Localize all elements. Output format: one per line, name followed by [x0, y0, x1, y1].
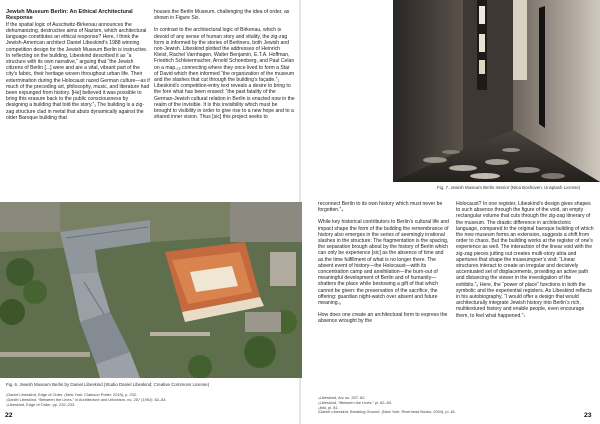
body-paragraph: In contrast to the architectural logic of Birkenau, which is devoid of any sense of human story and vitality, the zig-zag form is informed by the stories of Berliners, both Jewish and non-Jewish. Libeskind plotted the addresses of Heinrich Kleist, Rachel Varnhagen, Walter Benjamin, E.T.A. Hoffman, Friedrich Schleiermacher, Arnold Schoenberg, and Paul Celan on a map,₂₅ connecting where they once lived to form a Star of David which then informed “the organization of the museum and the slashes that cut through the building’s façade.”₂ Libeskind’s competition-entry text reveals a desire to bring to the fore what has been erased: “the past fatality of the German-Jewish cultural relation in Berlin is enacted now in the realm of the invisible. It is this invisibility which must be brought to visibility in order to give rise to a new hope and to a shared inner vision. Thus [sic] this project seeks to — [154, 27, 295, 121]
figure-7-caption: Fig. 7. Jewish Museum Berlin Interior (Nina Boshoven, Unsplash License) — [437, 185, 581, 190]
page-number-right: 23 — [584, 412, 592, 419]
body-paragraph: houses the Berlin Museum, challenging the idea of order, as shown in Figure Six. — [154, 9, 290, 22]
left-page-column-1 — [6, 9, 150, 195]
left-page-column-2 — [154, 9, 295, 195]
body-paragraph: While key historical contributors to Berlin’s cultural life and impact shape the form of the building the remembrance of history also emerges in the series of seemingly irrational slashes in the structure: The fragmentation is the spacing, the separation brough about by the history of Berlin which can only be experience [sic] as the absence of time and as the time fulfillment of what is no longer there. The absent event of history—the Holocaust—with its concentration camp and annihilation—the burn-out of meaningful development of Berlin and of humanity—shatters the place while bestowing a gift of that which cannot be given: the preservation of the sacrifice, the offering: guardian night-watch over absent and future meaning.₅ — [318, 219, 449, 307]
footnote: ₇Daniel Libeskind, Breaking Ground. (New York: Riverhead Books, 2004), pl. 81. — [318, 409, 457, 415]
footnote: ₃Libeskind, Edge of Order. pp. 232–233. — [6, 401, 76, 407]
page-number-left: 22 — [5, 412, 13, 419]
footnote: ₅Libeskind, “Between the Lines,” pl. 82–83. — [318, 399, 393, 405]
body-paragraph: reconnect Berlin to its own history which must never be forgotten.”₄ — [318, 201, 443, 214]
right-page-column-2 — [456, 201, 594, 386]
footnote: ₁Daniel Libeskind, Edge of Order. (New York: Clarkson Potter, 2018), p. 232. — [6, 392, 138, 397]
body-paragraph: How does one create an architectural form to express the absence wrought by the — [318, 312, 448, 325]
figure-6-caption: Fig. 6. Jewish Museum Berlin by Daniel Libeskind (Studio Daniel Libeskind; Creative Commons License) — [6, 382, 210, 387]
body-paragraph: Holocaust? In one register, Libeskind’s design gives shapes to such absence through the figure of the void, an empty rectangular volume that cuts through the zig-zag itinerary of the museum. The drastic difference in architectonic language, compared to the original baroque building of which the new museum forms an extension, suggests a shift from order to chaos. But the building works at the register of one’s experience as well. The interaction of the linear void with the zig-zag pieces jutting out creates multi-story atria and apertures that shape the museumgoer’s visit: “Linear structures interact to create an irregular and decisively accentuated set of displacements, providing an active path and distancing the viewer in the investigation of the exhibits.”₆ Here, the “power of place” functions in both the symbolic and the experiential registers. As Libeskind reflects in his autobiography, “I would offer a design that would architecturally integrate Jewish history into Berlin’s rich, multitextured history and enable people, even encourage them, to feel what happened.”₇ — [456, 201, 594, 319]
footnote: ₆Ibid, pl. 81. — [318, 404, 339, 410]
body-paragraph: If the spatial logic of Auschwitz-Birkenau announces the dehumanizing, destructive aims of Nazism, which architectural language constitutes an ethical response? Here, I think the Jewish-American architect Daniel Libeskind’s 1988 winning competition design for the Jewish Museum Berlin is instructive. In reflecting on the building, Libeskind described it as “a structure with its own narrative,” arguing that “the Jewish citizens of Berlin [...] were and are a vital, vibrant part of the city’s fabric, their heritage woven throughout urban life. Their extermination during the Holocaust razed German culture—as if much of the preceding art, philosophy, music, and literature had been expunged from history. [He] believed it was possible to bring this erasure back to the public consciousness by designing a building that told the story.”₁ The building is a zig-zag structure clad in metal that abuts dynamically against the older Baroque building that — [6, 21, 150, 121]
figure-7-interior-photo — [393, 0, 600, 182]
footnote: ₂Daniel Libeskind, “Between the Lines,” in Architecture and Urbanism, no. 257 (1992): 82–83. — [6, 396, 167, 402]
footnote: ₄Libeskind, Arc no. 257: 82. — [318, 395, 366, 400]
section-heading: Jewish Museum Berlin: An Ethical Architectural Response — [6, 9, 133, 22]
left-page-footnotes — [6, 393, 286, 407]
figure-6-aerial-photo — [0, 202, 302, 378]
right-page-column-1 — [318, 201, 450, 386]
right-page-footnotes — [318, 396, 548, 415]
